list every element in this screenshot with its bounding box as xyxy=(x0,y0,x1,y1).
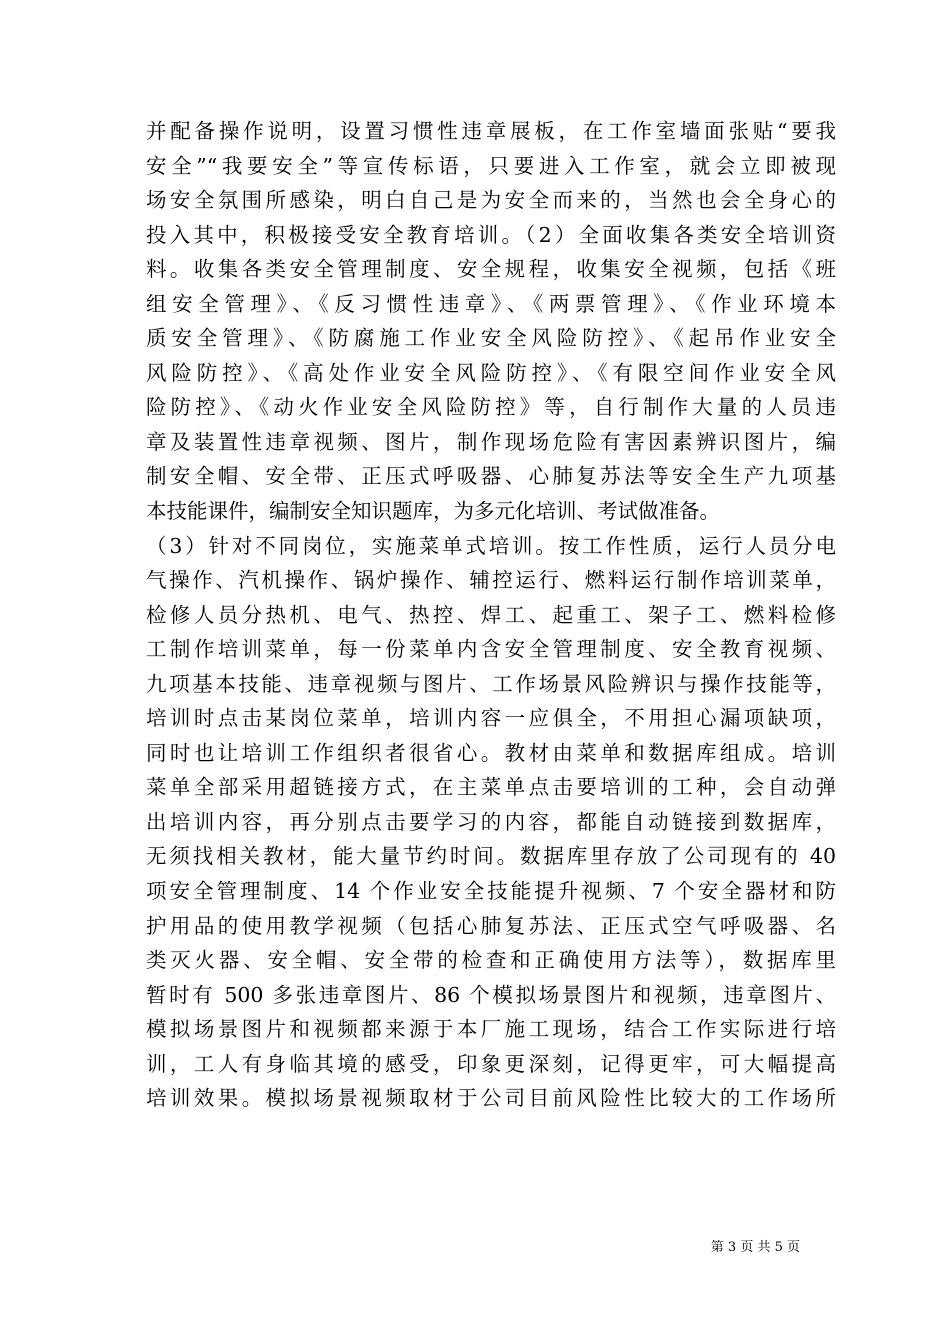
text-line: 并配备操作说明，设置习惯性违章展板，在工作室墙面张贴“要我 xyxy=(146,119,836,143)
text-line: 料。收集各类安全管理制度、安全规程，收集安全视频，包括《班 xyxy=(146,257,836,282)
text-line: 培训时点击某岗位菜单，培训内容一应俱全，不用担心漏项缺项， xyxy=(146,706,836,731)
text-line: 投入其中，积极接受安全教育培训。（2）全面收集各类安全培训资 xyxy=(146,222,836,247)
text-line: 类灭火器、安全帽、安全带的检查和正确使用方法等），数据库里 xyxy=(146,948,836,973)
text-line: 检修人员分热机、电气、热控、焊工、起重工、架子工、燃料检修 xyxy=(146,602,836,627)
text-line: 险防控》、《动火作业安全风险防控》等，自行制作大量的人员违 xyxy=(146,395,836,420)
text-line: 无须找相关教材，能大量节约时间。数据库里存放了公司现有的 40 xyxy=(146,844,836,869)
text-line: 本技能课件，编制安全知识题库，为多元化培训、考试做准备。 xyxy=(146,499,720,524)
text-line: 质安全管理》、《防腐施工作业安全风险防控》、《起吊作业安全 xyxy=(146,326,836,351)
text-line: 场安全氛围所感染，明白自己是为安全而来的，当然也会全身心的 xyxy=(146,188,836,213)
text-line: 模拟场景图片和视频都来源于本厂施工现场，结合工作实际进行培 xyxy=(146,1017,836,1042)
text-line: 九项基本技能、违章视频与图片、工作场景风险辨识与操作技能等， xyxy=(146,671,836,696)
text-line: 安全”“我要安全”等宣传标语，只要进入工作室，就会立即被现 xyxy=(146,153,836,178)
text-line: 培训效果。模拟场景视频取材于公司目前风险性比较大的工作场所 xyxy=(146,1086,836,1111)
text-line: 制安全帽、安全带、正压式呼吸器、心肺复苏法等安全生产九项基 xyxy=(146,464,836,489)
body-text xyxy=(146,114,836,1116)
text-line: 章及装置性违章视频、图片，制作现场危险有害因素辨识图片，编 xyxy=(146,429,836,454)
text-line: 护用品的使用教学视频（包括心肺复苏法、正压式空气呼吸器、名 xyxy=(146,913,836,938)
text-line: 气操作、汽机操作、锅炉操作、辅控运行、燃料运行制作培训菜单， xyxy=(146,568,836,593)
text-line: 同时也让培训工作组织者很省心。教材由菜单和数据库组成。培训 xyxy=(146,740,836,765)
text-line: 训，工人有身临其境的感受，印象更深刻，记得更牢，可大幅提高 xyxy=(146,1051,836,1076)
text-line: 暂时有 500 多张违章图片、86 个模拟场景图片和视频，违章图片、 xyxy=(146,982,836,1007)
text-line: 菜单全部采用超链接方式，在主菜单点击要培训的工种，会自动弹 xyxy=(146,775,836,800)
text-line: 工制作培训菜单，每一份菜单内含安全管理制度、安全教育视频、 xyxy=(146,637,836,662)
text-line: 风险防控》、《高处作业安全风险防控》、《有限空间作业安全风 xyxy=(146,360,836,385)
text-line: 出培训内容，再分别点击要学习的内容，都能自动链接到数据库， xyxy=(146,809,836,834)
text-line: （3）针对不同岗位，实施菜单式培训。按工作性质，运行人员分电 xyxy=(146,533,836,558)
page-number-footer: 第 3 页 共 5 页 xyxy=(710,1240,800,1255)
text-line: 组安全管理》、《反习惯性违章》、《两票管理》、《作业环境本 xyxy=(146,291,836,316)
text-line: 项安全管理制度、14 个作业安全技能提升视频、7 个安全器材和防 xyxy=(146,879,836,904)
